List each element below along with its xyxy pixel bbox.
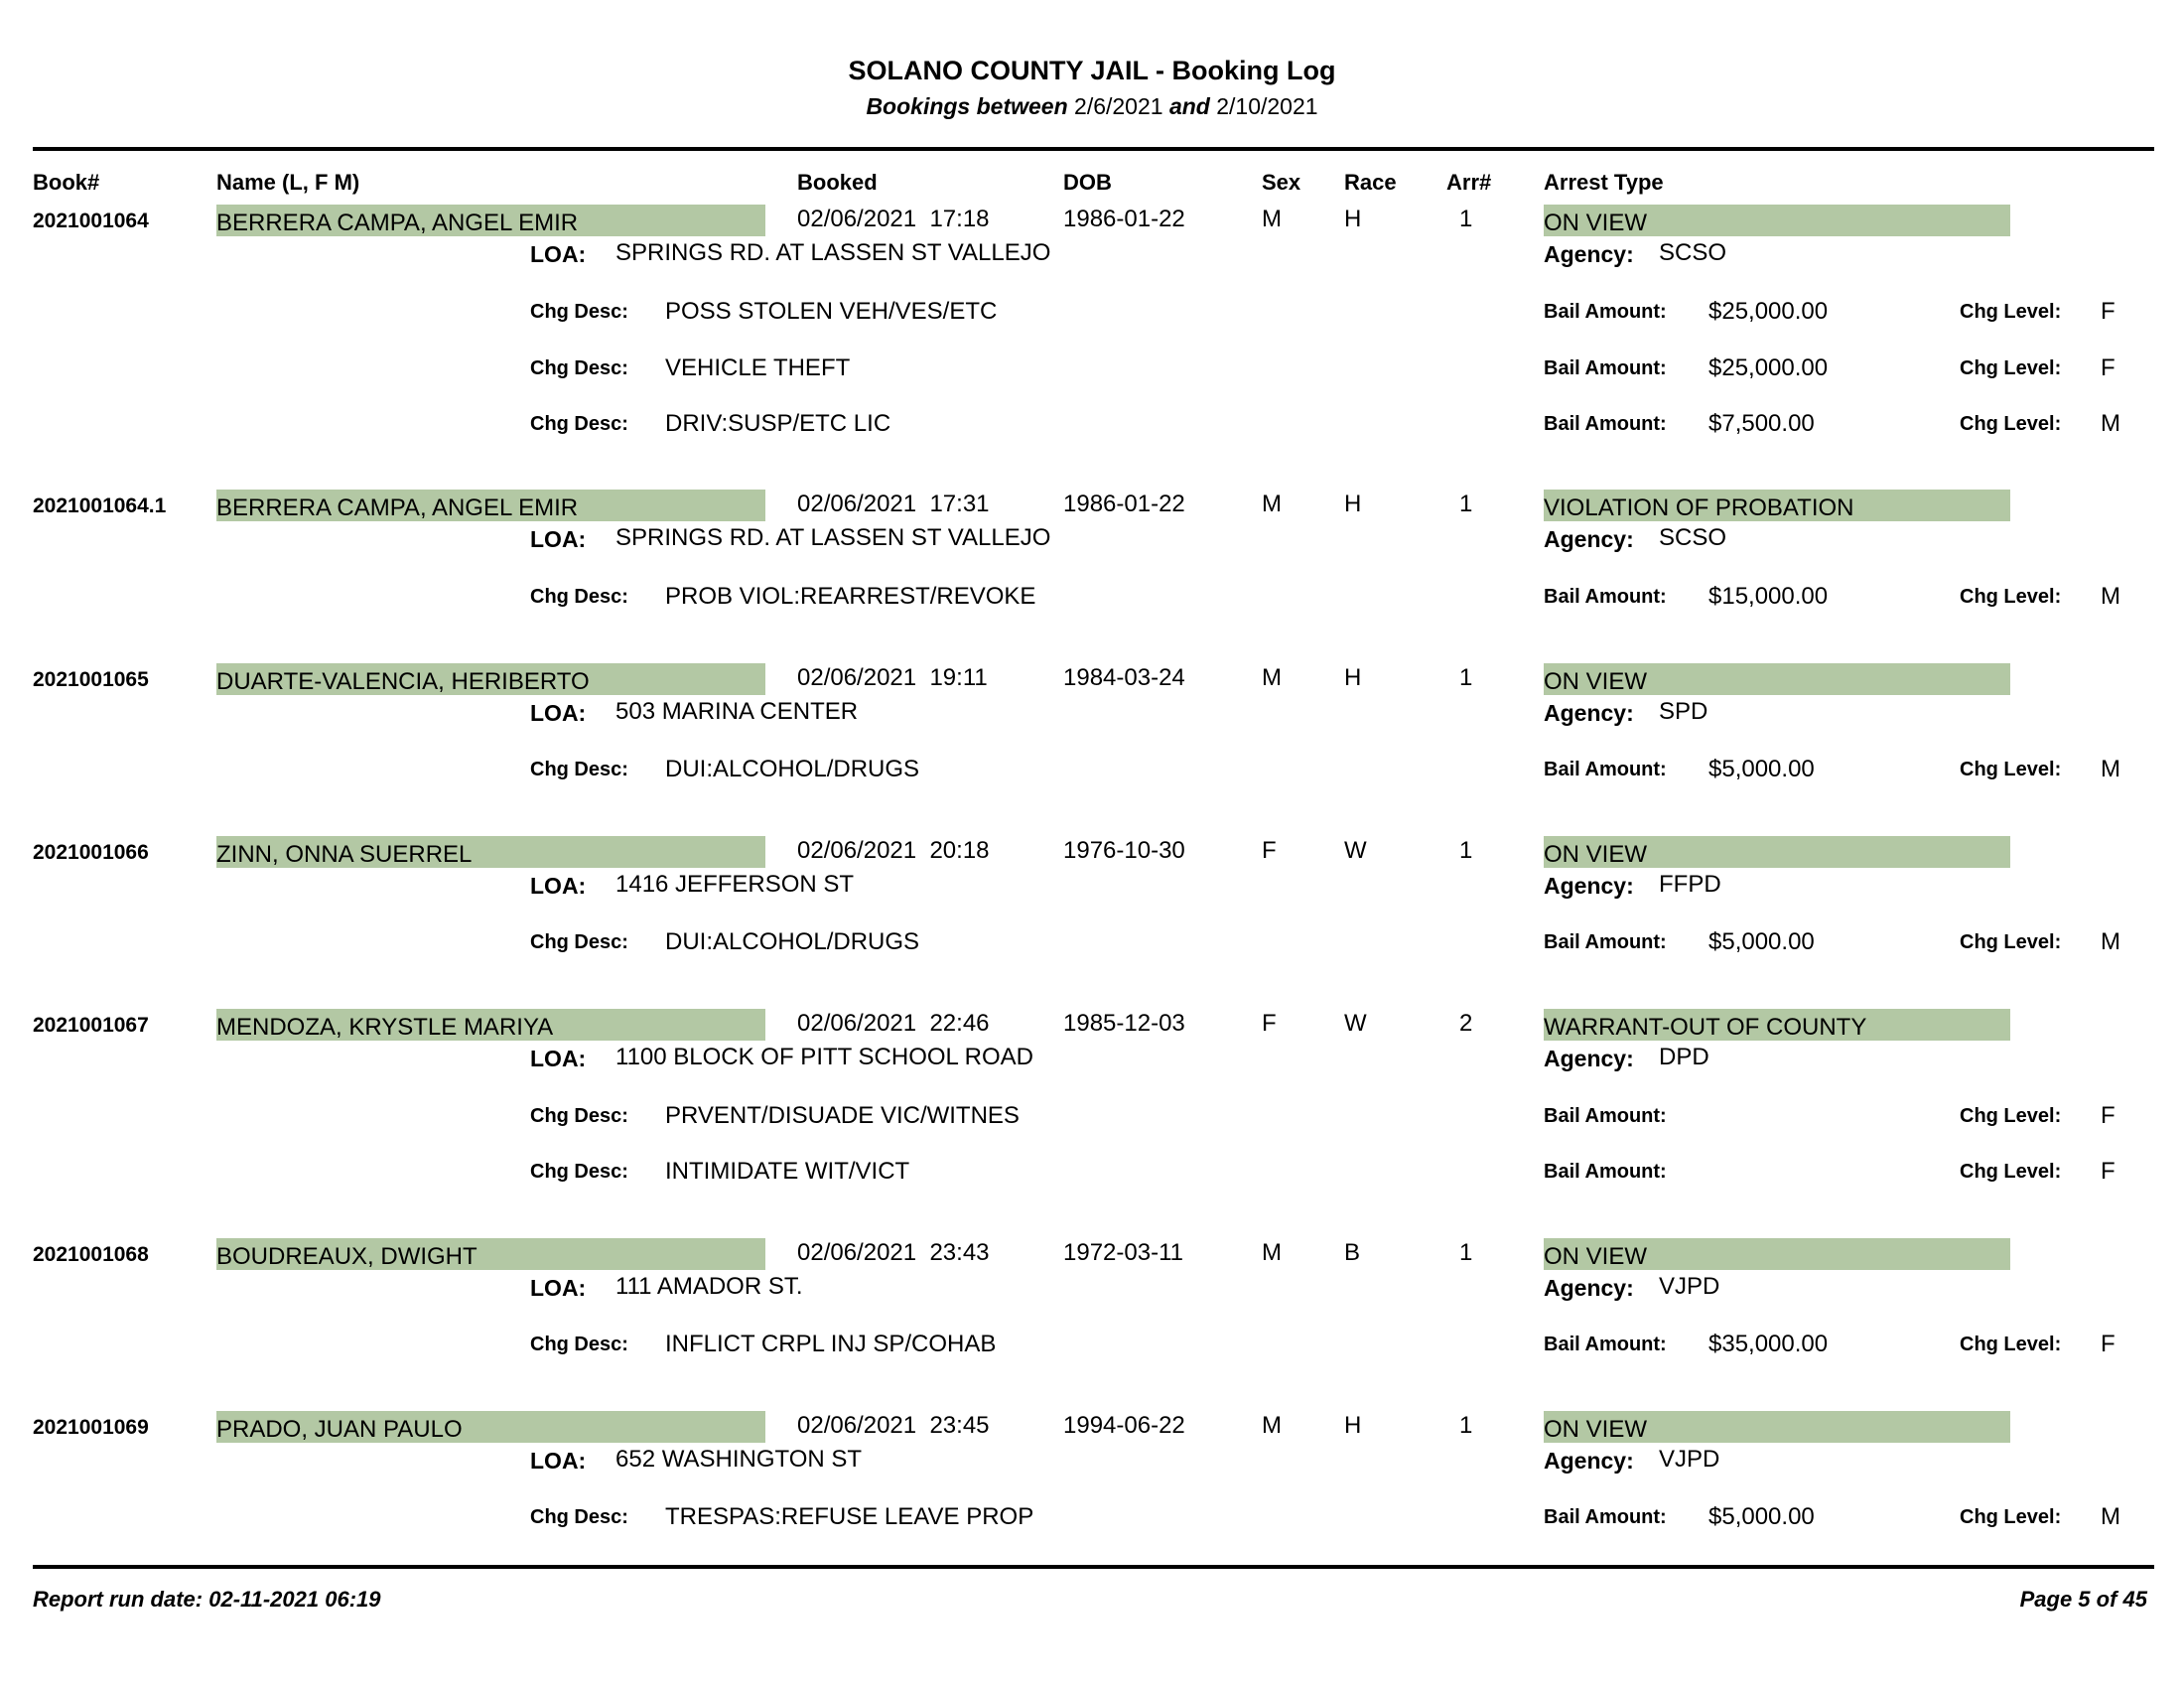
agency-label: Agency: [1544, 700, 1634, 726]
arrest-type: WARRANT-OUT OF COUNTY [1544, 1014, 1867, 1041]
charge-description: PROB VIOL:REARREST/REVOKE [665, 583, 1036, 610]
chg-level-label: Chg Level: [1960, 1105, 2062, 1127]
booked-datetime: 02/06/2021 20:18 [797, 837, 990, 864]
race-value: W [1344, 837, 1367, 864]
chg-desc-label: Chg Desc: [530, 1334, 628, 1355]
arrest-number: 1 [1459, 206, 1473, 232]
chg-desc-label: Chg Desc: [530, 357, 628, 379]
bail-amount: $25,000.00 [1708, 298, 1829, 325]
date-of-birth: 1976-10-30 [1063, 837, 1185, 864]
sex-value: F [1262, 837, 1277, 864]
loa-value: 503 MARINA CENTER [615, 698, 859, 725]
booked-datetime: 02/06/2021 23:45 [797, 1412, 990, 1439]
race-value: W [1344, 1010, 1367, 1037]
column-header-book: Book# [33, 170, 100, 195]
booked-datetime: 02/06/2021 19:11 [797, 664, 988, 691]
book-number: 2021001064.1 [33, 494, 167, 517]
arrest-type-highlight [1544, 1411, 2010, 1443]
loa-value: 1416 JEFFERSON ST [615, 871, 855, 898]
chg-desc-label: Chg Desc: [530, 931, 628, 953]
book-number: 2021001065 [33, 668, 149, 691]
sex-value: M [1262, 206, 1282, 232]
arrest-type-highlight [1544, 205, 2010, 236]
column-header-booked: Booked [797, 170, 878, 195]
column-header-arrest-type: Arrest Type [1544, 170, 1664, 195]
inmate-name-highlight [216, 663, 765, 695]
charge-level: F [2101, 1102, 2116, 1129]
chg-level-label: Chg Level: [1960, 413, 2062, 435]
agency-value: SPD [1659, 698, 1708, 725]
agency-value: VJPD [1659, 1446, 1720, 1473]
loa-label: LOA: [530, 700, 587, 726]
inmate-name: BERRERA CAMPA, ANGEL EMIR [216, 210, 579, 236]
book-number: 2021001067 [33, 1014, 149, 1037]
loa-label: LOA: [530, 1275, 587, 1301]
bail-amount: $5,000.00 [1708, 928, 1815, 955]
inmate-name-highlight [216, 1009, 765, 1041]
chg-desc-label: Chg Desc: [530, 1105, 628, 1127]
inmate-name-highlight [216, 1411, 765, 1443]
arrest-number: 1 [1459, 664, 1473, 691]
charge-description: POSS STOLEN VEH/VES/ETC [665, 298, 998, 325]
book-number: 2021001064 [33, 210, 149, 232]
subtitle-start-date: 2/6/2021 [1074, 93, 1163, 119]
page-number: Page 5 of 45 [2019, 1587, 2147, 1612]
column-header-name: Name (L, F M) [216, 170, 360, 195]
charge-description: TRESPAS:REFUSE LEAVE PROP [665, 1503, 1034, 1530]
loa-label: LOA: [530, 1046, 587, 1071]
sex-value: F [1262, 1010, 1277, 1037]
sex-value: M [1262, 1412, 1282, 1439]
date-of-birth: 1994-06-22 [1063, 1412, 1185, 1439]
loa-label: LOA: [530, 873, 587, 899]
race-value: H [1344, 664, 1362, 691]
charge-description: PRVENT/DISUADE VIC/WITNES [665, 1102, 1020, 1129]
loa-value: 1100 BLOCK OF PITT SCHOOL ROAD [615, 1044, 1034, 1070]
race-value: H [1344, 206, 1362, 232]
sex-value: M [1262, 1239, 1282, 1266]
charge-level: F [2101, 1331, 2116, 1357]
loa-value: 652 WASHINGTON ST [615, 1446, 863, 1473]
loa-label: LOA: [530, 1448, 587, 1474]
inmate-name: BOUDREAUX, DWIGHT [216, 1243, 478, 1270]
chg-level-label: Chg Level: [1960, 357, 2062, 379]
inmate-name-highlight [216, 1238, 765, 1270]
race-value: B [1344, 1239, 1361, 1266]
charge-level: M [2101, 756, 2120, 782]
book-number: 2021001068 [33, 1243, 149, 1266]
date-of-birth: 1986-01-22 [1063, 206, 1185, 232]
column-header-dob: DOB [1063, 170, 1112, 195]
arrest-type: ON VIEW [1544, 1243, 1648, 1270]
bail-amount-label: Bail Amount: [1544, 1105, 1667, 1127]
charge-level: F [2101, 298, 2116, 325]
charge-level: F [2101, 1158, 2116, 1185]
report-title: SOLANO COUNTY JAIL - Booking Log [848, 56, 1336, 85]
date-of-birth: 1984-03-24 [1063, 664, 1185, 691]
agency-value: SCSO [1659, 239, 1727, 266]
bail-amount: $15,000.00 [1708, 583, 1829, 610]
bail-amount-label: Bail Amount: [1544, 301, 1667, 323]
arrest-type: ON VIEW [1544, 1416, 1648, 1443]
charge-level: M [2101, 583, 2120, 610]
chg-desc-label: Chg Desc: [530, 759, 628, 780]
bail-amount: $35,000.00 [1708, 1331, 1829, 1357]
report-subtitle [0, 93, 2184, 120]
race-value: H [1344, 491, 1362, 517]
chg-level-label: Chg Level: [1960, 301, 2062, 323]
arrest-type-highlight [1544, 1009, 2010, 1041]
charge-description: VEHICLE THEFT [665, 354, 851, 381]
sex-value: M [1262, 664, 1282, 691]
charge-level: M [2101, 410, 2120, 437]
arrest-type-highlight [1544, 836, 2010, 868]
chg-desc-label: Chg Desc: [530, 1161, 628, 1183]
booked-datetime: 02/06/2021 17:18 [797, 206, 990, 232]
inmate-name: DUARTE-VALENCIA, HERIBERTO [216, 668, 590, 695]
inmate-name-highlight [216, 836, 765, 868]
arrest-type: ON VIEW [1544, 841, 1648, 868]
chg-level-label: Chg Level: [1960, 586, 2062, 608]
agency-label: Agency: [1544, 1448, 1634, 1474]
bail-amount-label: Bail Amount: [1544, 357, 1667, 379]
chg-level-label: Chg Level: [1960, 759, 2062, 780]
arrest-type-highlight [1544, 663, 2010, 695]
agency-value: SCSO [1659, 524, 1727, 551]
bail-amount-label: Bail Amount: [1544, 413, 1667, 435]
chg-level-label: Chg Level: [1960, 931, 2062, 953]
agency-label: Agency: [1544, 241, 1634, 267]
bail-amount-label: Bail Amount: [1544, 586, 1667, 608]
inmate-name: ZINN, ONNA SUERREL [216, 841, 473, 868]
arrest-type: ON VIEW [1544, 668, 1648, 695]
inmate-name: BERRERA CAMPA, ANGEL EMIR [216, 494, 579, 521]
book-number: 2021001069 [33, 1416, 149, 1439]
charge-level: F [2101, 354, 2116, 381]
arrest-type: VIOLATION OF PROBATION [1544, 494, 1854, 521]
race-value: H [1344, 1412, 1362, 1439]
top-rule [33, 147, 2154, 151]
agency-label: Agency: [1544, 1046, 1634, 1071]
agency-value: FFPD [1659, 871, 1721, 898]
date-of-birth: 1985-12-03 [1063, 1010, 1185, 1037]
arrest-number: 1 [1459, 1239, 1473, 1266]
bail-amount: $7,500.00 [1708, 410, 1815, 437]
charge-description: DUI:ALCOHOL/DRUGS [665, 928, 920, 955]
inmate-name-highlight [216, 205, 765, 236]
booked-datetime: 02/06/2021 17:31 [797, 491, 990, 517]
charge-description: INTIMIDATE WIT/VICT [665, 1158, 910, 1185]
booked-datetime: 02/06/2021 22:46 [797, 1010, 990, 1037]
agency-label: Agency: [1544, 873, 1634, 899]
column-header-sex: Sex [1262, 170, 1301, 195]
bail-amount: $5,000.00 [1708, 1503, 1815, 1530]
subtitle-end-date: 2/10/2021 [1216, 93, 1318, 119]
report-run-date: Report run date: 02-11-2021 06:19 [33, 1587, 381, 1612]
agency-label: Agency: [1544, 1275, 1634, 1301]
loa-value: SPRINGS RD. AT LASSEN ST VALLEJO [615, 239, 1051, 266]
agency-value: DPD [1659, 1044, 1709, 1070]
charge-description: INFLICT CRPL INJ SP/COHAB [665, 1331, 997, 1357]
sex-value: M [1262, 491, 1282, 517]
bail-amount: $5,000.00 [1708, 756, 1815, 782]
loa-label: LOA: [530, 241, 587, 267]
charge-description: DUI:ALCOHOL/DRUGS [665, 756, 920, 782]
bail-amount-label: Bail Amount: [1544, 931, 1667, 953]
inmate-name-highlight [216, 490, 765, 521]
column-header-race: Race [1344, 170, 1397, 195]
chg-level-label: Chg Level: [1960, 1161, 2062, 1183]
arrest-number: 2 [1459, 1010, 1473, 1037]
arrest-number: 1 [1459, 837, 1473, 864]
chg-desc-label: Chg Desc: [530, 1506, 628, 1528]
charge-level: M [2101, 1503, 2120, 1530]
agency-value: VJPD [1659, 1273, 1720, 1300]
inmate-name: PRADO, JUAN PAULO [216, 1416, 463, 1443]
charge-description: DRIV:SUSP/ETC LIC [665, 410, 891, 437]
book-number: 2021001066 [33, 841, 149, 864]
chg-level-label: Chg Level: [1960, 1334, 2062, 1355]
charge-level: M [2101, 928, 2120, 955]
bail-amount-label: Bail Amount: [1544, 1506, 1667, 1528]
chg-level-label: Chg Level: [1960, 1506, 2062, 1528]
inmate-name: MENDOZA, KRYSTLE MARIYA [216, 1014, 554, 1041]
chg-desc-label: Chg Desc: [530, 586, 628, 608]
loa-value: SPRINGS RD. AT LASSEN ST VALLEJO [615, 524, 1051, 551]
arrest-type: ON VIEW [1544, 210, 1648, 236]
bail-amount-label: Bail Amount: [1544, 1334, 1667, 1355]
agency-label: Agency: [1544, 526, 1634, 552]
arrest-type-highlight [1544, 1238, 2010, 1270]
date-of-birth: 1972-03-11 [1063, 1239, 1183, 1266]
arrest-type-highlight [1544, 490, 2010, 521]
subtitle-and: and [1168, 93, 1210, 119]
chg-desc-label: Chg Desc: [530, 301, 628, 323]
bail-amount-label: Bail Amount: [1544, 1161, 1667, 1183]
loa-label: LOA: [530, 526, 587, 552]
subtitle-prefix: Bookings between [866, 93, 1068, 119]
arrest-number: 1 [1459, 1412, 1473, 1439]
bail-amount: $25,000.00 [1708, 354, 1829, 381]
loa-value: 111 AMADOR ST. [615, 1273, 803, 1300]
booked-datetime: 02/06/2021 23:43 [797, 1239, 990, 1266]
date-of-birth: 1986-01-22 [1063, 491, 1185, 517]
bottom-rule [33, 1565, 2154, 1569]
column-header-arr: Arr# [1446, 170, 1492, 195]
chg-desc-label: Chg Desc: [530, 413, 628, 435]
bail-amount-label: Bail Amount: [1544, 759, 1667, 780]
arrest-number: 1 [1459, 491, 1473, 517]
